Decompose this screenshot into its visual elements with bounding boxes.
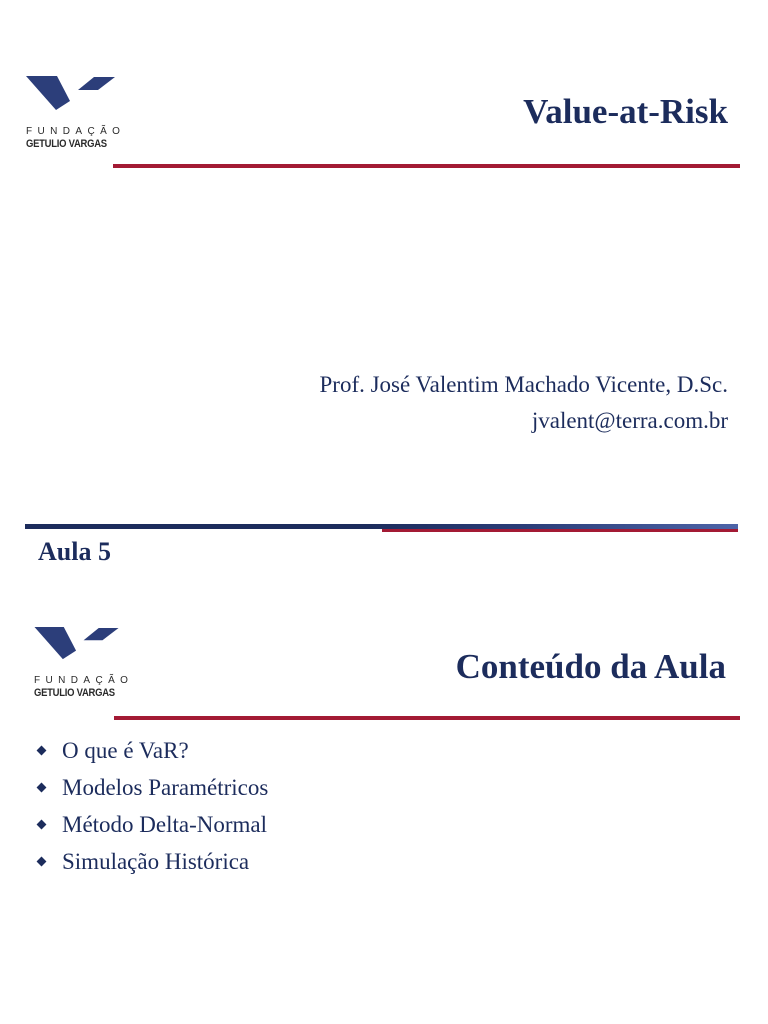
list-item [36, 806, 268, 843]
diamond-bullet-icon [37, 857, 47, 867]
list-item [36, 732, 268, 769]
fgv-logo-icon [26, 76, 116, 112]
fgv-logo [26, 76, 125, 151]
fgv-logo-icon [34, 627, 120, 661]
fgv-logo [34, 627, 133, 700]
logo-text-getulio-vargas: GETULIO VARGAS [26, 138, 107, 150]
list-item-text: Modelos Paramétricos [62, 775, 269, 800]
slide-title: Conteúdo da Aula [455, 647, 726, 686]
title-divider [113, 164, 740, 168]
bullet-list [36, 732, 268, 880]
logo-text-fundacao: FUNDAÇÃO [34, 675, 134, 686]
list-item-text: O que é VaR? [62, 738, 189, 763]
diamond-bullet-icon [37, 820, 47, 830]
logo-text-getulio-vargas: GETULIO VARGAS [34, 687, 115, 699]
slide-footer-bar [25, 524, 738, 532]
diamond-bullet-icon [37, 783, 47, 793]
list-item [36, 769, 268, 806]
diamond-bullet-icon [37, 746, 47, 756]
list-item [36, 843, 268, 880]
list-item-text: Simulação Histórica [62, 849, 250, 874]
slide-title: Value-at-Risk [523, 92, 728, 131]
section-label: Aula 5 [38, 537, 111, 566]
list-item-text: Método Delta-Normal [62, 812, 268, 837]
author-email: jvalent@terra.com.br [531, 408, 728, 433]
author-name: Prof. José Valentim Machado Vicente, D.Sc. [319, 372, 728, 397]
title-divider [114, 716, 740, 720]
logo-text-fundacao: FUNDAÇÃO [26, 126, 126, 137]
